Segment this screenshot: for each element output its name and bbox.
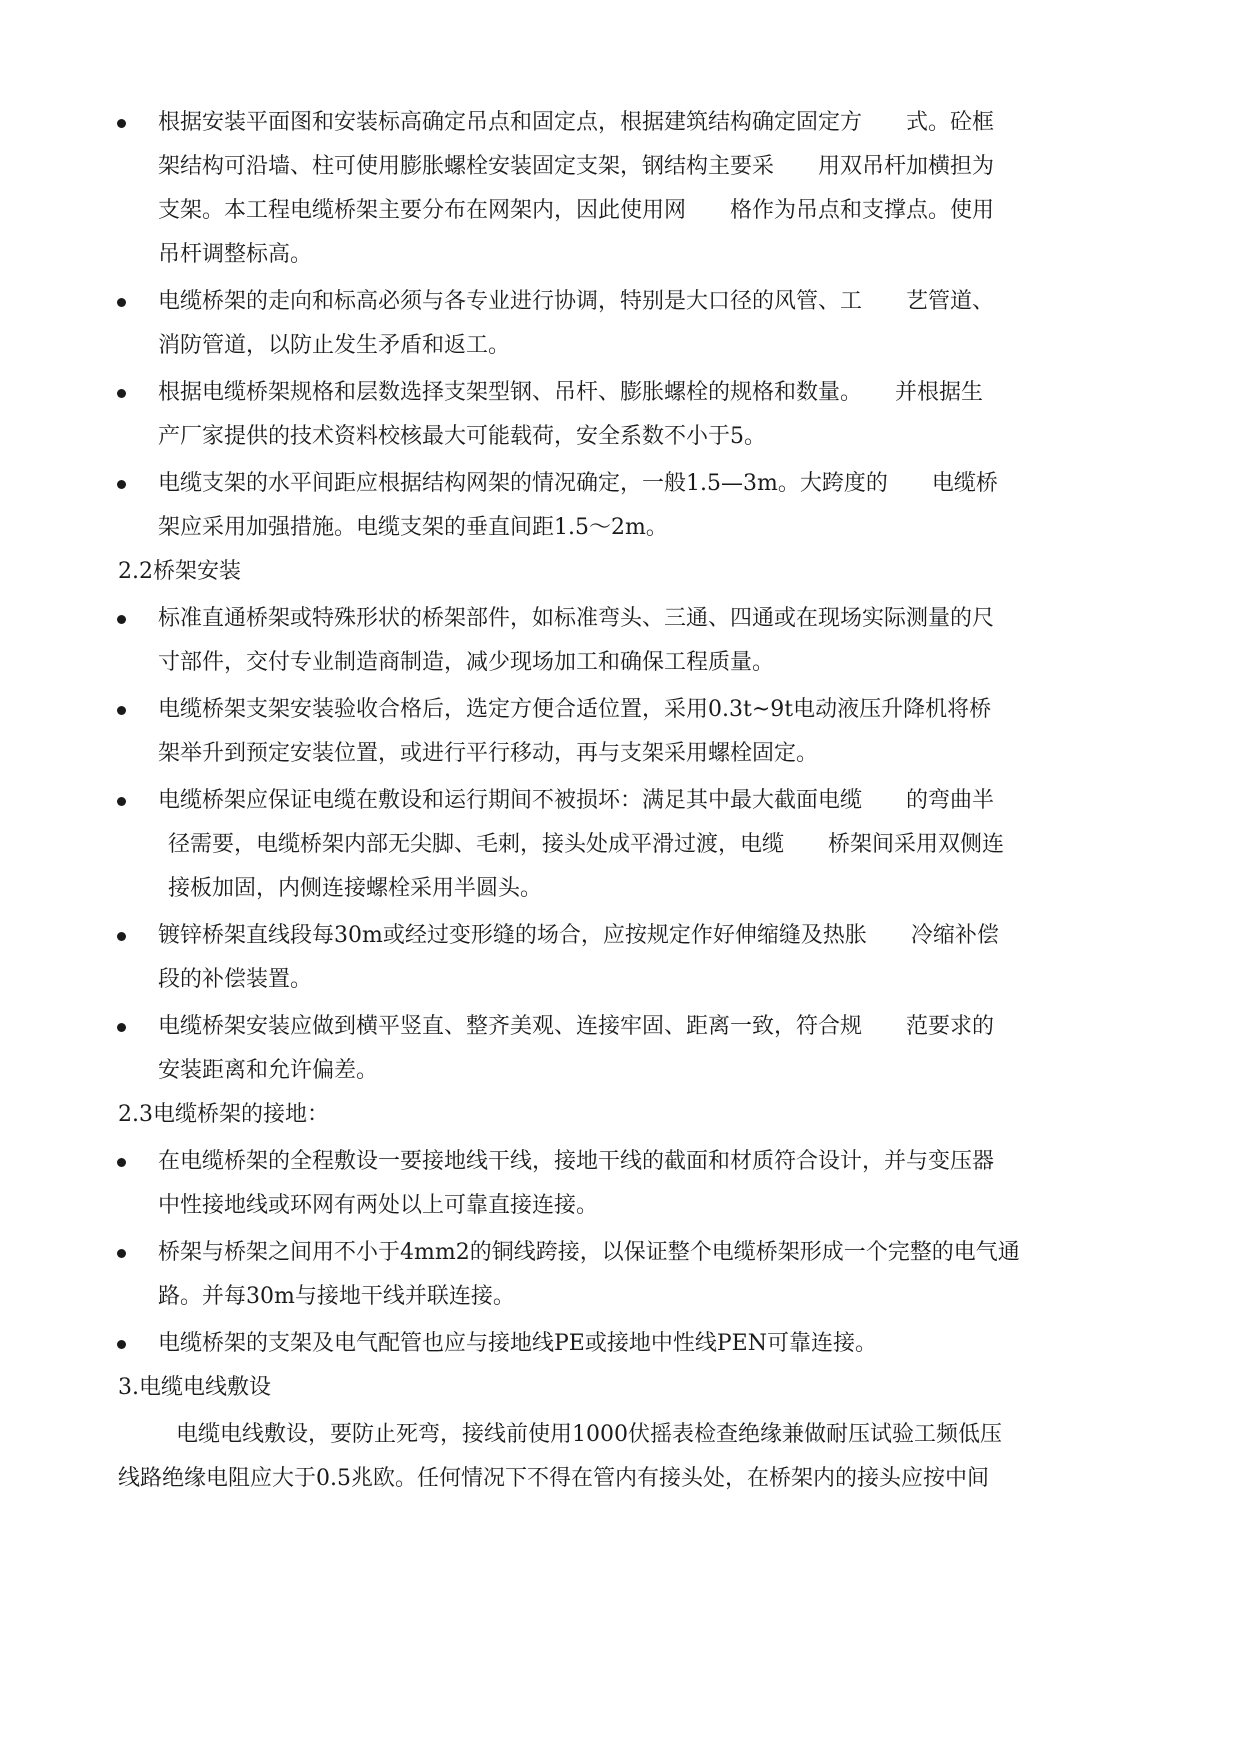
line-text: 寸部件，交付专业制造商制造，减少现场加工和确保工程质量。 xyxy=(158,650,775,675)
line-text: 电缆桥架安装应做到横平竖直、整齐美观、连接牢固、距离一致，符合规 范要求的 xyxy=(158,1014,995,1039)
line-text: 接板加固，内侧连接螺栓采用半圆头。 xyxy=(168,876,543,901)
line-text: 桥架与桥架之间用不小于4mm2的铜线跨接，以保证整个电缆桥架形成一个完整的电气通 xyxy=(158,1240,1020,1265)
bullet-dot-icon xyxy=(117,480,126,489)
line-text: 支架。本工程电缆桥架主要分布在网架内，因此使用网 格作为吊点和支撑点。使用 xyxy=(158,198,995,223)
section-heading-text: 2.3电缆桥架的接地： xyxy=(118,1102,329,1127)
line-text: 电缆电线敷设，要防止死弯，接线前使用1000伏摇表检查绝缘兼做耐压试验工频低压 xyxy=(176,1422,1002,1447)
bullet-dot-icon xyxy=(117,119,126,128)
line-text: 在电缆桥架的全程敷设一要接地线干线，接地干线的截面和材质符合设计，并与变压器 xyxy=(158,1149,995,1174)
line-text: 标准直通桥架或特殊形状的桥架部件，如标准弯头、三通、四通或在现场实际测量的尺 xyxy=(158,606,995,631)
line-text: 电缆支架的水平间距应根据结构网架的情况确定，一般1.5—3m。大跨度的 电缆桥 xyxy=(158,471,998,496)
line-text: 吊杆调整标高。 xyxy=(158,242,313,267)
line-text: 架应采用加强措施。电缆支架的垂直间距1.5～2m。 xyxy=(158,515,668,540)
line-text: 线路绝缘电阻应大于0.5兆欧。任何情况下不得在管内有接头处，在桥架内的接头应按中间 xyxy=(118,1466,989,1491)
bullet-dot-icon xyxy=(117,615,126,624)
line-text: 根据电缆桥架规格和层数选择支架型钢、吊杆、膨胀螺栓的规格和数量。 并根据生 xyxy=(158,380,984,405)
bullet-dot-icon xyxy=(117,932,126,941)
line-text: 电缆桥架支架安装验收合格后，选定方便合适位置，采用0.3t~9t电动液压升降机将桥 xyxy=(158,697,992,722)
line-text: 中性接地线或环网有两处以上可靠直接连接。 xyxy=(158,1193,599,1218)
bullet-dot-icon xyxy=(117,389,126,398)
section-heading-text: 3.电缆电线敷设 xyxy=(118,1375,271,1400)
bullet-dot-icon xyxy=(117,1249,126,1258)
line-text: 电缆桥架应保证电缆在敷设和运行期间不被损坏：满足其中最大截面电缆 的弯曲半 xyxy=(158,788,995,813)
line-text: 径需要，电缆桥架内部无尖脚、毛刺，接头处成平滑过渡，电缆 桥架间采用双侧连 xyxy=(168,832,1005,857)
line-text: 消防管道，以防止发生矛盾和返工。 xyxy=(158,333,511,358)
line-text: 电缆桥架的走向和标高必须与各专业进行协调，特别是大口径的风管、工 艺管道、 xyxy=(158,289,995,314)
line-text: 电缆桥架的支架及电气配管也应与接地线PE或接地中性线PEN可靠连接。 xyxy=(158,1331,877,1356)
line-text: 架举升到预定安装位置，或进行平行移动，再与支架采用螺栓固定。 xyxy=(158,741,819,766)
line-text: 路。并每30m与接地干线并联连接。 xyxy=(158,1284,515,1309)
section-heading-text: 2.2桥架安装 xyxy=(118,559,241,584)
bullet-dot-icon xyxy=(117,1023,126,1032)
line-text: 段的补偿装置。 xyxy=(158,967,313,992)
bullet-dot-icon xyxy=(117,298,126,307)
bullet-dot-icon xyxy=(117,706,126,715)
line-text: 架结构可沿墙、柱可使用膨胀螺栓安装固定支架，钢结构主要采 用双吊杆加横担为 xyxy=(158,154,995,179)
bullet-dot-icon xyxy=(117,1158,126,1167)
bullet-dot-icon xyxy=(117,797,126,806)
line-text: 根据安装平面图和安装标高确定吊点和固定点，根据建筑结构确定固定方 式。砼框 xyxy=(158,110,995,135)
line-text: 镀锌桥架直线段每30m或经过变形缝的场合，应按规定作好伸缩缝及热胀 冷缩补偿 xyxy=(158,923,999,948)
bullet-dot-icon xyxy=(117,1340,126,1349)
line-text: 安装距离和允许偏差。 xyxy=(158,1058,379,1083)
line-text: 产厂家提供的技术资料校核最大可能载荷，安全系数不小于5。 xyxy=(158,424,766,449)
